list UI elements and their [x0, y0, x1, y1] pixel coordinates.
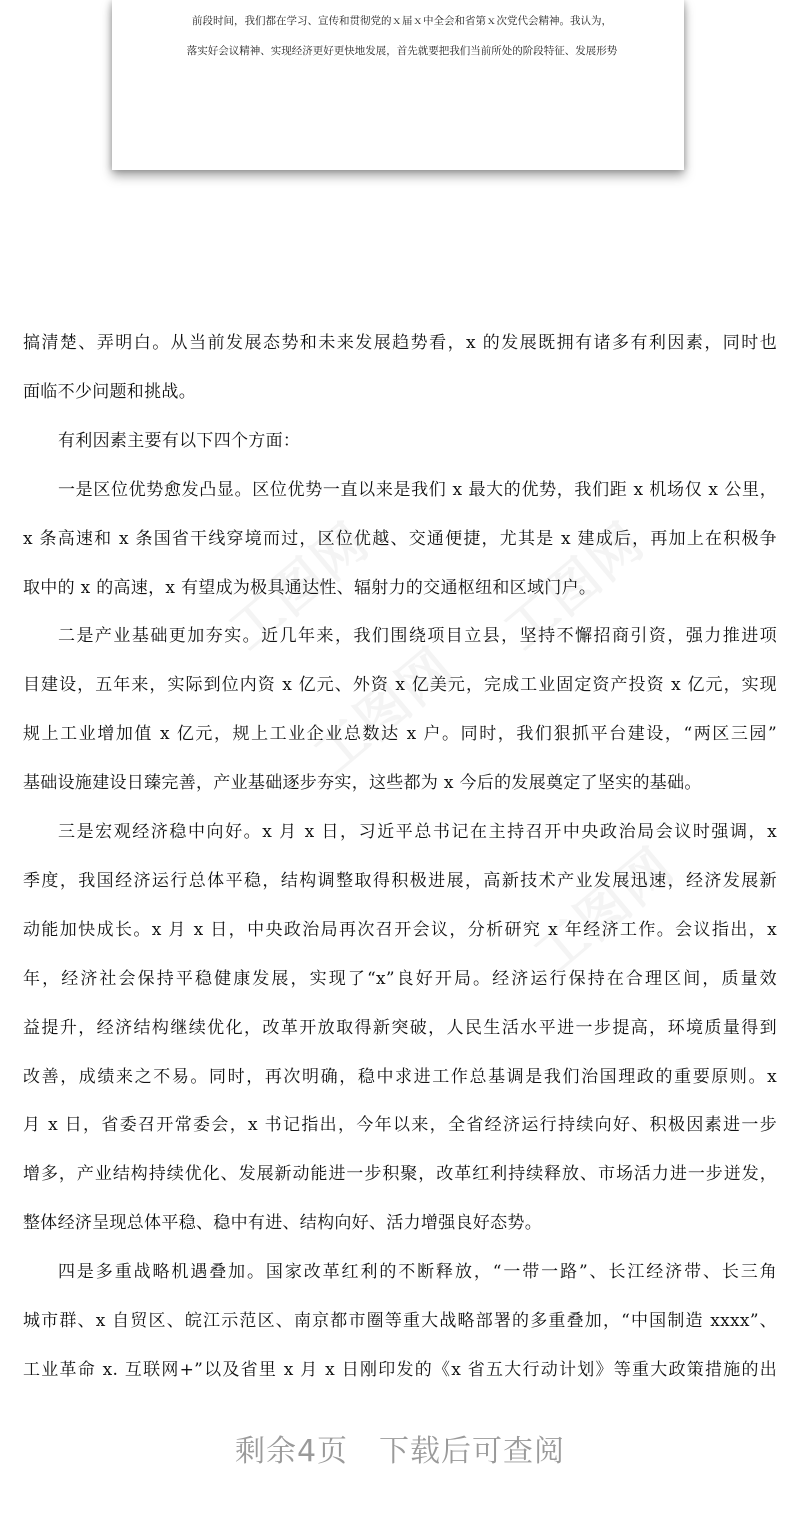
paragraph-line: 工业革命 x. 互联网+”以及省里 x 月 x 日刚印发的《x 省五大行动计划》等重大政策措施的出 — [23, 1359, 777, 1380]
paragraph-line: 季度，我国经济运行总体平稳，结构调整取得积极进展，高新技术产业发展迅速，经济发展新 — [23, 870, 777, 891]
preview-page-card — [112, 0, 684, 170]
paragraph-line: 月 x 日，省委召开常委会，x 书记指出，今年以来，全省经济运行持续向好、积极因素进一步 — [23, 1115, 777, 1136]
paragraph-line: x 条高速和 x 条国省干线穿境而过，区位优越、交通便捷，尤其是 x 建成后，再加上在积极争 — [23, 528, 777, 549]
paragraph-line: 面临不少问题和挑战。 — [23, 381, 196, 402]
paragraph-line: 城市群、x 自贸区、皖江示范区、南京都市圈等重大战略部署的多重叠加，“中国制造 xxxx”、 — [23, 1311, 777, 1331]
paragraph-line: 有利因素主要有以下四个方面： — [58, 430, 301, 451]
paragraph-line: 改善，成绩来之不易。同时，再次明确，稳中求进工作总基调是我们治国理政的重要原则。x — [23, 1066, 777, 1087]
paragraph-line: 规上工业增加值 x 亿元，规上工业企业总数达 x 户。同时，我们狠抓平台建设，“两区三园” — [23, 724, 777, 745]
paragraph-line: 基础设施建设日臻完善，产业基础逐步夯实，这些都为 x 今后的发展奠定了坚实的基础。 — [23, 773, 702, 794]
paragraph-line: 四是多重战略机遇叠加。国家改革红利的不断释放，“一带一路”、长江经济带、长三角 — [58, 1262, 777, 1283]
paragraph-line: 搞清楚、弄明白。从当前发展态势和未来发展趋势看，x 的发展既拥有诸多有利因素，同时也 — [23, 333, 777, 353]
paragraph-line: 年，经济社会保持平稳健康发展，实现了“x”良好开局。经济运行保持在合理区间，质量效 — [23, 968, 777, 989]
paragraph-line: 取中的 x 的高速，x 有望成为极具通达性、辐射力的交通枢纽和区域门户。 — [23, 577, 597, 598]
paragraph-line: 动能加快成长。x 月 x 日，中央政治局再次召开会议，分析研究 x 年经济工作。会议指出，x — [23, 919, 777, 940]
paragraph-line: 益提升，经济结构继续优化，改革开放取得新突破，人民生活水平进一步提高，环境质量得到 — [23, 1017, 777, 1038]
paragraph-line: 二是产业基础更加夯实。近几年来，我们围绕项目立县，坚持不懈招商引资，强力推进项 — [58, 626, 777, 647]
paragraph-line: 增多，产业结构持续优化、发展新动能进一步积聚，改革红利持续释放、市场活力进一步迸发， — [23, 1164, 777, 1185]
download-prompt-button[interactable]: 剩余4页 下载后可查阅 — [234, 1434, 566, 1469]
paragraph-line: 目建设，五年来，实际到位内资 x 亿元、外资 x 亿美元，完成工业固定资产投资 x 亿元，实现 — [23, 675, 777, 696]
paragraph-line: 整体经济呈现总体平稳、稳中有进、结构向好、活力增强良好态势。 — [23, 1213, 542, 1234]
preview-line: 前段时间，我们都在学习、宣传和贯彻党的ｘ届ｘ中全会和省第ｘ次党代会精神。我认为， — [192, 15, 612, 27]
preview-line: 落实好会议精神、实现经济更好更快地发展，首先就要把我们当前所处的阶段特征、发展形势 — [186, 45, 618, 57]
paragraph-line: 三是宏观经济稳中向好。x 月 x 日，习近平总书记在主持召开中央政治局会议时强调，x — [58, 822, 777, 842]
paragraph-line: 一是区位优势愈发凸显。区位优势一直以来是我们 x 最大的优势，我们距 x 机场仅 x 公里， — [58, 479, 777, 500]
